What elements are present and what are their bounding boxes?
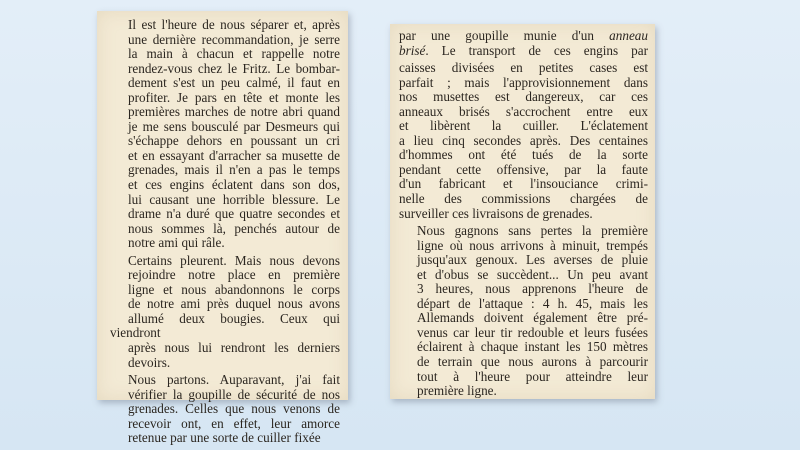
text-line: parfait ; mais l'approvisionnement dans (399, 74, 648, 90)
text-line: éclairent à chaque instant les 150 mètres (417, 339, 648, 355)
paragraph (110, 254, 340, 370)
text-line: lui causant une horrible blessure. Le (128, 191, 340, 207)
text-line: Nous gagnons sans pertes la première (417, 223, 648, 239)
text-line: caisses divisées en petites cases est (399, 60, 648, 76)
text-line: allumé deux bougies. Ceux qui viendront (110, 310, 340, 341)
text-line: drame n'a duré que quatre secondes et (128, 206, 340, 222)
text-line: je me sens bousculé par Desmeurs qui (128, 118, 340, 134)
paragraph (110, 373, 340, 446)
text-line: premières marches de notre abri quand (128, 104, 340, 120)
text-line: et en essayant d'arracher sa musette de (128, 147, 340, 163)
text-line: et libèrent la cuiller. L'éclatement (399, 118, 648, 134)
text-line: la main à chacun et rappelle notre (128, 46, 340, 62)
paragraph (110, 18, 340, 251)
left-book-page (97, 11, 348, 446)
text-line: recevoir ont, en effet, leur amorce (128, 415, 340, 431)
italic-term: brisé (399, 42, 426, 58)
text-line (399, 29, 648, 44)
text-fragment: par une goupille munie d'un (399, 28, 610, 43)
text-line: d'hommes ont été tués de la sorte (399, 147, 648, 163)
text-line: jusqu'aux genoux. Les averses de pluie (417, 252, 648, 268)
text-line: une dernière recommandation, je serre (128, 31, 340, 47)
text-line: retenue par une sorte de cuiller fixée (128, 430, 321, 446)
right-page-continuation (399, 29, 648, 58)
text-line: et d'obus se succèdent... Un peu avant (417, 266, 648, 282)
text-line: première ligne. (417, 383, 497, 399)
text-line: dement s'est un peu calmé, il faut en (128, 75, 340, 91)
text-line: profiter. Je pars en tête et monte les (128, 89, 340, 105)
text-line: grenades, mais il n'en a pas le temps (128, 162, 340, 178)
text-line: pendant cette offensive, par la faute (399, 161, 648, 177)
text-line: nelle des commissions chargées de (399, 191, 648, 207)
paragraph (399, 224, 648, 399)
text-line: nos musettes est dangereux, car ces (399, 89, 648, 105)
text-line: de terrain que nous aurons à parcourir (417, 354, 648, 370)
text-line: rejoindre notre place en première (128, 267, 340, 283)
text-line: grenades. Celles que nous venons de (128, 401, 340, 417)
text-line: a lieu cinq secondes après. Des centaines (399, 132, 648, 148)
text-line: d'un fabricant et l'insouciance crimi- (399, 176, 648, 192)
text-line: Allemands doivent également être pré- (417, 310, 648, 326)
right-book-page (390, 24, 655, 399)
italic-term: anneau (609, 28, 648, 43)
left-page-text (110, 18, 340, 446)
text-line: Il est l'heure de nous séparer et, après (128, 17, 340, 32)
text-line: ligne et nous abandonnons le corps (128, 281, 340, 297)
text-fragment: . Le transport de ces engins par (425, 42, 648, 58)
text-line: venus car leur tir redouble et leurs fusées (417, 324, 648, 340)
text-line (399, 44, 648, 59)
text-line: s'échappe dehors en poussant un cri (128, 133, 340, 149)
text-line: tout à l'heure pour atteindre leur (417, 368, 648, 384)
text-line: Certains pleurent. Mais nous devons (128, 252, 340, 268)
text-line: de notre ami près duquel nous avons (128, 296, 340, 312)
text-line: ligne où nous arrivons à minuit, trempés (417, 237, 648, 253)
text-line: nous sommes là, penchés autour de (128, 220, 340, 236)
text-line: surveiller ces livraisons de grenades. (399, 205, 593, 221)
text-line: vérifier la goupille de sécurité de nos (128, 386, 340, 402)
paragraph (399, 61, 648, 221)
text-line: rendez-vous chez le Fritz. Le bombar- (128, 60, 340, 76)
text-line: notre ami qui râle. (128, 235, 225, 251)
text-line: et ces engins éclatent dans son dos, (128, 177, 340, 193)
text-line: Nous partons. Auparavant, j'ai fait (128, 372, 340, 388)
text-line: devoirs. (128, 354, 171, 370)
right-page-text (399, 61, 648, 399)
text-line: anneaux brisés s'accrochent entre eux (399, 103, 648, 119)
text-line: départ de l'attaque : 4 h. 45, mais les (417, 295, 648, 311)
text-line: 3 heures, nous apprenons l'heure de (417, 281, 648, 297)
text-line: après nous lui rendront les derniers (128, 340, 340, 356)
